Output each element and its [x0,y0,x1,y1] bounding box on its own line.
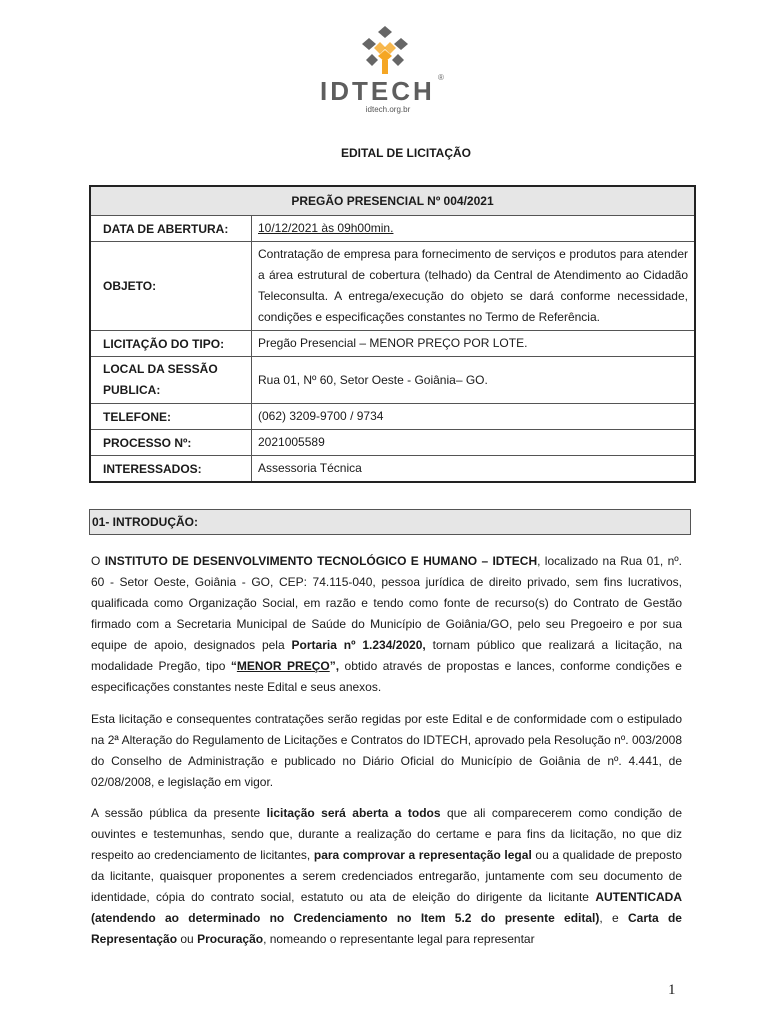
row-value: Contratação de empresa para fornecimento de serviços e produtos para atender a área estrutural de cobertura (telhado) da Central de Atendimento ao Cidadão Teleconsulta. A entrega/execução do objeto se dará conforme necessidade, condições e especificações constantes no Termo de Referência. [252,242,696,331]
svg-text:IDTECH: IDTECH [320,76,435,106]
row-label: PROCESSO Nº: [90,430,252,456]
table-header: PREGÃO PRESENCIAL Nº 004/2021 [90,186,695,216]
doc-title: EDITAL DE LICITAÇÃO [341,146,471,160]
table-row [90,357,695,404]
row-value: Rua 01, Nº 60, Setor Oeste - Goiânia– GO. [252,357,696,404]
row-value: (062) 3209-9700 / 9734 [252,404,696,430]
table-row [90,216,695,242]
row-label: LOCAL DA SESSÃO PUBLICA: [90,357,252,404]
svg-text:®: ® [438,73,444,82]
table-row [90,404,695,430]
row-value: 2021005589 [252,430,696,456]
row-label: TELEFONE: [90,404,252,430]
row-label: OBJETO: [90,242,252,331]
paragraph-session: A sessão pública da presente licitação será aberta a todos que ali comparecerem como condição de ouvintes e testemunhas, sendo que, durante a realização do certame e para fins da licitação, no que diz respeito ao credenciamento de licitantes, para comprovar a representação legal ou a qualidade de preposto da licitante, quaisquer proponentes a serem credenciados entregarão, juntamente com seu documento de identidade, cópia do contrato social, estatuto ou ata de eleição do dirigente da licitante AUTENTICADA (atendendo ao determinado no Credenciamento no Item 5.2 do presente edital), e Carta de Representação ou Procuração, nomeando o representante legal para representar [91,806,682,946]
paragraph-regulation: Esta licitação e consequentes contratações serão regidas por este Edital e de conformidade com o estipulado na 2ª Alteração do Regulamento de Licitações e Contratos do IDTECH, aprovado pela Resolução nº. 003/2008 do Conselho de Administração e publicado no Diário Oficial do Município de Goiânia de nº. 4.441, de 02/08/2008, e legislação em vigor. [91,712,682,789]
table-row [90,242,695,331]
logo-site: idtech.org.br [365,105,411,114]
row-label: DATA DE ABERTURA: [90,216,252,242]
idtech-logo-mark [318,26,452,106]
paragraph-intro: O INSTITUTO DE DESENVOLVIMENTO TECNOLÓGICO E HUMANO – IDTECH, localizado na Rua 01, nº. 60 - Setor Oeste, Goiânia - GO, CEP: 74.115-040, pessoa jurídica de direito privado, sem fins lucrativos, qualificada como Organização Social, em razão e tendo como fonte de recurso(s) do Contrato de Gestão firmado com a Secretaria Municipal de Saúde do Município de Goiânia/GO, pelo seu Pregoeiro e por sua equipe de apoio, designados pela Portaria nº 1.234/2020, tornam público que realizará a licitação, na modalidade Pregão, tipo “MENOR PREÇO”, obtido através de propostas e lances, conforme condições e especificações constantes neste Edital e seus anexos. [91,554,683,694]
table-row [90,430,695,456]
table-row [90,331,695,357]
info-table [89,185,696,483]
row-label: INTERESSADOS: [90,456,252,483]
page-number: 1 [668,982,676,998]
section-title: 01- INTRODUÇÃO: [89,509,691,535]
row-value: 10/12/2021 às 09h00min. [252,216,696,242]
row-value: Pregão Presencial – MENOR PREÇO POR LOTE. [252,331,696,357]
table-row [90,456,695,483]
row-label: LICITAÇÃO DO TIPO: [90,331,252,357]
idtech-logo [318,26,452,124]
row-value: Assessoria Técnica [252,456,696,483]
